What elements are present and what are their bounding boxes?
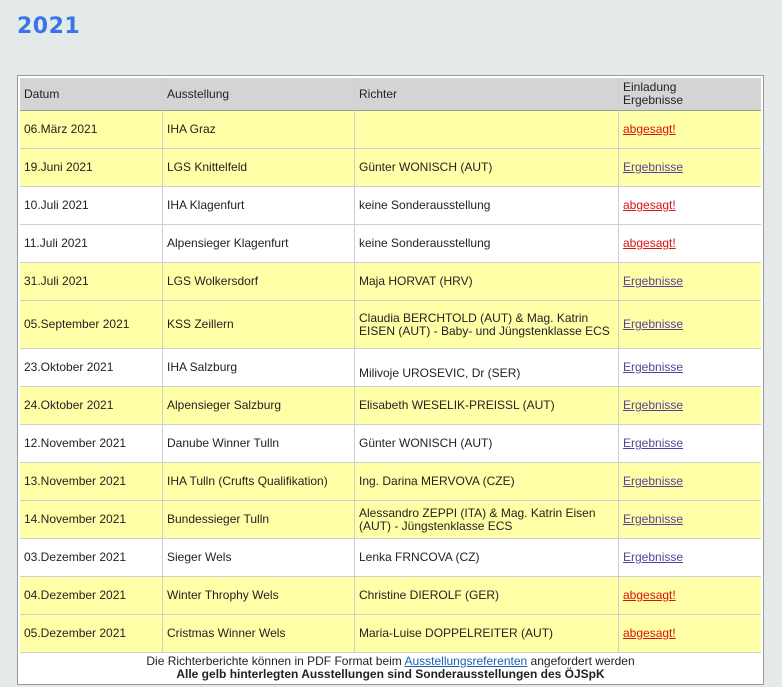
cell-show: LGS Knittelfeld: [163, 149, 355, 187]
cell-judge: Milivoje UROSEVIC, Dr (SER): [355, 349, 619, 387]
table-row: [20, 387, 761, 425]
cancelled-link[interactable]: abgesagt!: [623, 198, 676, 212]
cell-date: 04.Dezember 2021: [20, 577, 163, 615]
cell-judge: Maja HORVAT (HRV): [355, 263, 619, 301]
cell-show: IHA Salzburg: [163, 349, 355, 387]
cell-date: 12.November 2021: [20, 425, 163, 463]
cell-status: [619, 263, 761, 301]
cell-judge: Christine DIEROLF (GER): [355, 577, 619, 615]
cell-judge: Ing. Darina MERVOVA (CZE): [355, 463, 619, 501]
cell-date: 11.Juli 2021: [20, 225, 163, 263]
table-row: [20, 225, 761, 263]
cell-judge: Elisabeth WESELIK-PREISSL (AUT): [355, 387, 619, 425]
cell-date: 23.Oktober 2021: [20, 349, 163, 387]
cell-status: [619, 111, 761, 149]
table-row: [20, 263, 761, 301]
header-judge: Richter: [355, 78, 619, 111]
cell-judge: keine Sonderausstellung: [355, 225, 619, 263]
table-row: [20, 111, 761, 149]
results-link[interactable]: Ergebnisse: [623, 317, 684, 331]
cell-show: Alpensieger Klagenfurt: [163, 225, 355, 263]
footer-note-suffix: angefordert werden: [527, 654, 635, 668]
cell-show: Sieger Wels: [163, 539, 355, 577]
cell-status: [619, 615, 761, 653]
cell-show: KSS Zeillern: [163, 301, 355, 349]
cell-show: Bundessieger Tulln: [163, 501, 355, 539]
table-row: [20, 149, 761, 187]
cell-judge: Günter WONISCH (AUT): [355, 425, 619, 463]
table-footer: [20, 653, 761, 682]
results-link[interactable]: Ergebnisse: [623, 274, 684, 288]
results-link[interactable]: Ergebnisse: [623, 512, 684, 526]
cell-show: Winter Throphy Wels: [163, 577, 355, 615]
table-header-row: [20, 78, 761, 111]
cell-status: [619, 501, 761, 539]
cell-date: 10.Juli 2021: [20, 187, 163, 225]
cancelled-link[interactable]: abgesagt!: [623, 588, 676, 602]
cell-judge: Maria-Luise DOPPELREITER (AUT): [355, 615, 619, 653]
cell-date: 24.Oktober 2021: [20, 387, 163, 425]
cell-status: [619, 187, 761, 225]
cell-status: [619, 539, 761, 577]
shows-table-container: [17, 75, 764, 685]
cancelled-link[interactable]: abgesagt!: [623, 122, 676, 136]
cell-status: [619, 349, 761, 387]
cell-judge: [355, 111, 619, 149]
cell-status: [619, 387, 761, 425]
cell-date: 03.Dezember 2021: [20, 539, 163, 577]
results-link[interactable]: Ergebnisse: [623, 474, 684, 488]
cell-date: 05.September 2021: [20, 301, 163, 349]
cell-show: Alpensieger Salzburg: [163, 387, 355, 425]
table-row: [20, 349, 761, 387]
table-row: [20, 501, 761, 539]
header-invitation: Einladung: [623, 80, 677, 94]
cell-show: IHA Graz: [163, 111, 355, 149]
table-row: [20, 425, 761, 463]
cell-status: [619, 225, 761, 263]
cell-show: Cristmas Winner Wels: [163, 615, 355, 653]
cell-show: Danube Winner Tulln: [163, 425, 355, 463]
header-invitation-results: [619, 78, 761, 111]
cell-judge: Lenka FRNCOVA (CZ): [355, 539, 619, 577]
cell-date: 14.November 2021: [20, 501, 163, 539]
cell-status: [619, 463, 761, 501]
header-results: Ergebnisse: [623, 93, 684, 107]
table-row: [20, 539, 761, 577]
header-date: Datum: [20, 78, 163, 111]
cell-date: 05.Dezember 2021: [20, 615, 163, 653]
cell-date: 19.Juni 2021: [20, 149, 163, 187]
cell-show: LGS Wolkersdorf: [163, 263, 355, 301]
table-row: [20, 577, 761, 615]
cancelled-link[interactable]: abgesagt!: [623, 626, 676, 640]
cell-status: [619, 425, 761, 463]
header-show: Ausstellung: [163, 78, 355, 111]
cell-judge: Claudia BERCHTOLD (AUT) & Mag. Katrin EISEN (AUT) - Baby- und Jüngstenklasse ECS: [355, 301, 619, 349]
footer-note-prefix: Die Richterberichte können in PDF Format beim: [146, 654, 405, 668]
cell-status: [619, 301, 761, 349]
cell-date: 31.Juli 2021: [20, 263, 163, 301]
results-link[interactable]: Ergebnisse: [623, 160, 684, 174]
cell-status: [619, 149, 761, 187]
shows-table: [20, 78, 761, 653]
cell-date: 06.März 2021: [20, 111, 163, 149]
table-row: [20, 615, 761, 653]
cell-judge: Günter WONISCH (AUT): [355, 149, 619, 187]
cell-show: IHA Tulln (Crufts Qualifikation): [163, 463, 355, 501]
results-link[interactable]: Ergebnisse: [623, 436, 684, 450]
cell-show: IHA Klagenfurt: [163, 187, 355, 225]
page-title: 2021: [17, 14, 81, 39]
cell-date: 13.November 2021: [20, 463, 163, 501]
cell-judge: Alessandro ZEPPI (ITA) & Mag. Katrin Eisen (AUT) - Jüngstenklasse ECS: [355, 501, 619, 539]
cancelled-link[interactable]: abgesagt!: [623, 236, 676, 250]
table-row: [20, 301, 761, 349]
cell-judge: keine Sonderausstellung: [355, 187, 619, 225]
results-link[interactable]: Ergebnisse: [623, 360, 684, 374]
footer-highlight-note: Alle gelb hinterlegten Ausstellungen sind Sonderausstellungen des ÖJSpK: [176, 667, 605, 681]
results-link[interactable]: Ergebnisse: [623, 398, 684, 412]
table-row: [20, 463, 761, 501]
cell-status: [619, 577, 761, 615]
table-row: [20, 187, 761, 225]
results-link[interactable]: Ergebnisse: [623, 550, 684, 564]
show-referee-link[interactable]: Ausstellungsreferenten: [404, 654, 528, 668]
